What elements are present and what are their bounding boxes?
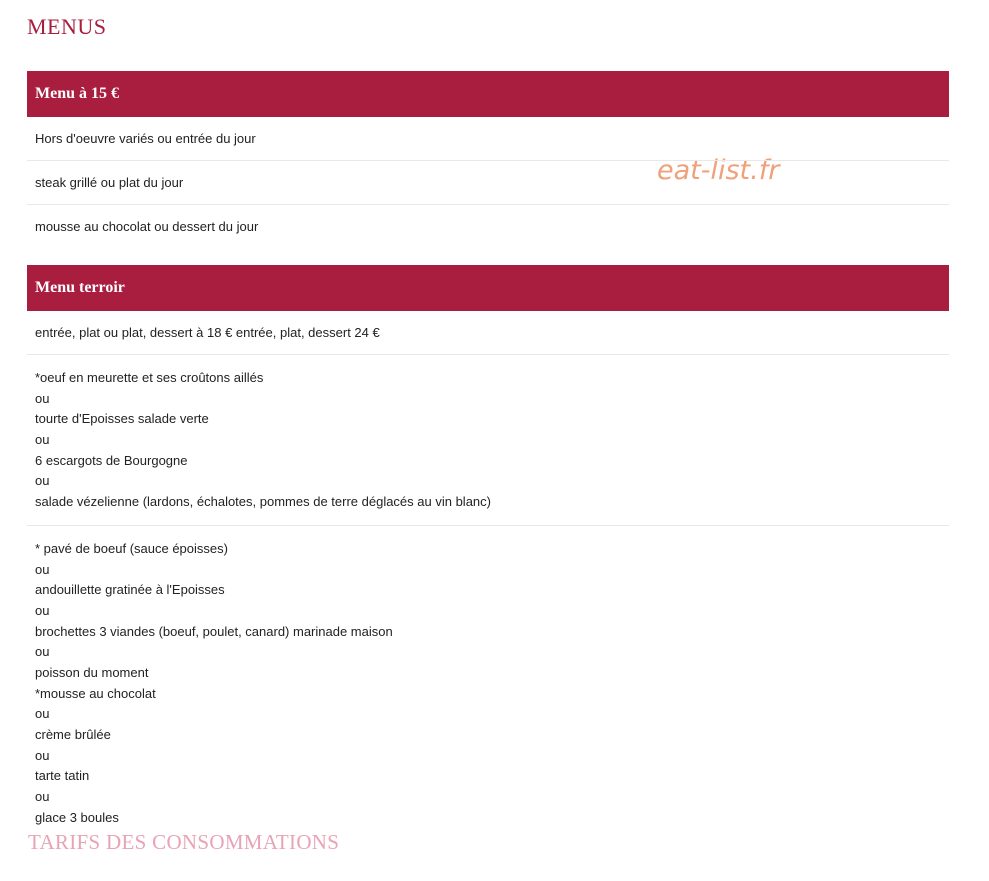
menu-15-section: [27, 71, 949, 248]
menu-line: ou: [35, 473, 50, 489]
menu-group-starters: [27, 355, 949, 526]
menu-line: *mousse au chocolat: [35, 685, 156, 701]
menu-header: Menu terroir: [27, 265, 949, 311]
menu-line: glace 3 boules: [35, 809, 119, 825]
menu-line: andouillette gratinée à l'Epoisses: [35, 582, 225, 598]
menu-line: ou: [35, 789, 50, 805]
menu-header: Menu à 15 €: [27, 71, 949, 117]
menu-row: Hors d'oeuvre variés ou entrée du jour: [27, 117, 949, 161]
menu-group-mains-desserts: [27, 526, 949, 841]
menu-row: mousse au chocolat ou dessert du jour: [35, 219, 259, 234]
section-title-tarifs[interactable]: TARIFS DES CONSOMMATIONS: [28, 830, 340, 854]
menu-line: ou: [35, 747, 50, 763]
menu-line: ou: [35, 390, 50, 406]
menu-line: ou: [35, 644, 50, 660]
menu-line: crème brûlée: [35, 727, 111, 742]
menu-line: ou: [35, 602, 50, 618]
menu-line: ou: [35, 561, 50, 577]
menu-line: 6 escargots de Bourgogne: [35, 452, 188, 468]
menu-line: ou: [35, 706, 50, 722]
menu-line: tourte d'Epoisses salade verte: [35, 411, 209, 427]
page-title: MENUS: [27, 14, 107, 39]
menu-terroir-section: [27, 265, 949, 840]
menu-row: steak grillé ou plat du jour: [27, 161, 949, 205]
menu-line: ou: [35, 432, 50, 448]
menu-line: salade vézelienne (lardons, échalotes, pommes de terre déglacés au vin blanc): [35, 494, 491, 510]
menu-line: tarte tatin: [35, 768, 90, 784]
menu-line: poisson du moment: [35, 664, 149, 680]
menu-line: brochettes 3 viandes (boeuf, poulet, canard) marinade maison: [35, 623, 393, 639]
watermark: eat-list.fr: [657, 155, 780, 186]
menu-intro-row: entrée, plat ou plat, dessert à 18 € entrée, plat, dessert 24 €: [27, 311, 949, 355]
menu-line: * pavé de boeuf (sauce époisses): [35, 540, 228, 556]
menu-line: *oeuf en meurette et ses croûtons aillés: [35, 370, 264, 385]
